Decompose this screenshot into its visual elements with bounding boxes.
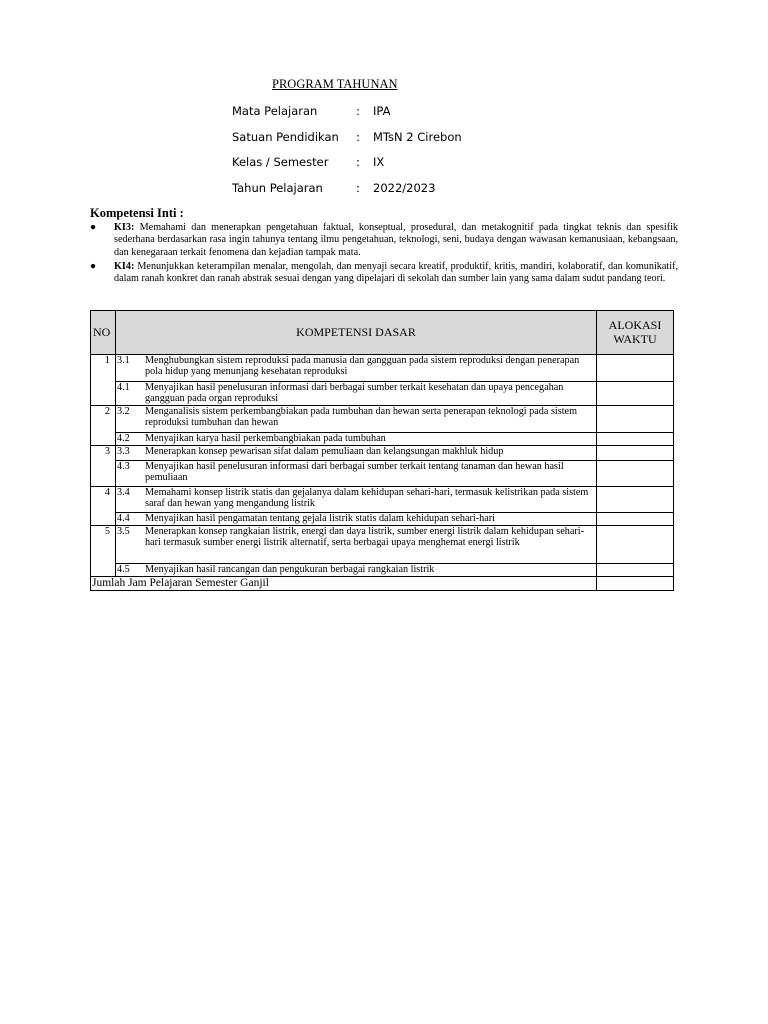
meta-label: Kelas / Semester — [232, 155, 329, 169]
meta-colon: : — [356, 130, 360, 144]
meta-label: Tahun Pelajaran — [232, 181, 323, 195]
alokasi-cell[interactable] — [597, 513, 674, 526]
table-footer-row — [91, 577, 674, 591]
kd-code: 3.5 — [117, 526, 130, 537]
header-alokasi-waktu: ALOKASI WAKTU — [597, 311, 674, 355]
alokasi-cell[interactable] — [597, 564, 674, 577]
ki3-item — [90, 222, 678, 259]
header-kompetensi-dasar: KOMPETENSI DASAR — [116, 311, 597, 355]
kd-cell — [116, 526, 597, 564]
meta-value: IPA — [373, 104, 391, 118]
table-row — [91, 433, 674, 446]
kd-text: Menyajikan hasil rancangan dan pengukuran berbagai rangkaian listrik — [145, 564, 435, 575]
row-number: 3 — [91, 446, 116, 487]
kd-code: 4.5 — [117, 564, 130, 575]
meta-colon: : — [356, 104, 360, 118]
row-number: 2 — [91, 406, 116, 446]
meta-value: MTsN 2 Cirebon — [373, 130, 462, 144]
kd-text: Menyajikan hasil pengamatan tentang gejala listrik statis dalam kehidupan sehari-hari — [145, 513, 495, 524]
footer-label: Jumlah Jam Pelajaran Semester Ganjil — [91, 577, 597, 591]
meta-label: Mata Pelajaran — [232, 104, 318, 118]
ki-code: KI4: — [114, 261, 135, 272]
table-row — [91, 355, 674, 382]
table-row — [91, 461, 674, 487]
kd-code: 4.4 — [117, 513, 130, 524]
row-number: 4 — [91, 487, 116, 526]
kd-cell — [116, 564, 597, 577]
kd-cell — [116, 513, 597, 526]
page-title: PROGRAM TAHUNAN — [272, 77, 398, 91]
ki-text: Menunjukkan keterampilan menalar, mengolah, dan menyaji secara kreatif, produktif, kritis, mandiri, kolaboratif, dan komunikatif, dalam ranah konkret dan ranah abstrak sesuai dengan yang dipelajari di sekolah dan sumber lain yang sama dalam sudut pandang teori. — [114, 261, 679, 285]
kd-code: 4.1 — [117, 382, 130, 393]
kd-text: Menyajikan hasil penelusuran informasi dari berbagai sumber terkait tentang tanaman dan hewan hasil pemuliaan — [145, 461, 564, 484]
kd-cell — [116, 461, 597, 487]
kd-cell — [116, 446, 597, 461]
row-number: 1 — [91, 355, 116, 406]
ki4-item — [90, 261, 678, 286]
alokasi-cell[interactable] — [597, 487, 674, 513]
kd-code: 3.3 — [117, 446, 130, 457]
alokasi-cell[interactable] — [597, 526, 674, 564]
kd-code: 3.1 — [117, 355, 130, 366]
kd-text: Memahami konsep listrik statis dan gejalanya dalam kehidupan sehari-hari, termasuk kelistrikan pada sistem saraf dan hewan yang mengandung listrik — [145, 487, 589, 510]
kd-code: 3.2 — [117, 406, 130, 417]
table-row — [91, 487, 674, 513]
kd-text: Menyajikan hasil penelusuran informasi dari berbagai sumber terkait kesehatan dan upaya pencegahan gangguan pada organ reproduksi — [145, 382, 564, 405]
kompetensi-inti-heading: Kompetensi Inti : — [90, 206, 184, 220]
table-row — [91, 446, 674, 461]
table-row — [91, 406, 674, 433]
meta-value: 2022/2023 — [373, 181, 436, 195]
alokasi-cell[interactable] — [597, 355, 674, 382]
kd-cell — [116, 382, 597, 406]
table-row — [91, 382, 674, 406]
kd-code: 4.2 — [117, 433, 130, 444]
table-row — [91, 564, 674, 577]
ki-text: Memahami dan menerapkan pengetahuan faktual, konseptual, prosedural, dan metakognitif pada tingkat teknis dan spesifik sederhana berdasarkan rasa ingin tahunya tentang ilmu pengetahuan, teknologi, seni, budaya dengan wawasan kemanusiaan, kebangsaan, dan kenegaraan terkait fenomena dan kejadian tampak mata. — [114, 222, 679, 258]
kd-table — [90, 310, 674, 591]
alokasi-cell[interactable] — [597, 406, 674, 433]
kd-cell — [116, 406, 597, 433]
kd-text: Menganalisis sistem perkembangbiakan pada tumbuhan dan hewan serta penerapan teknologi pada sistem reproduksi tumbuhan dan hewan — [145, 406, 577, 429]
alokasi-cell[interactable] — [597, 382, 674, 406]
header-no: NO — [91, 311, 116, 355]
table-header-row — [91, 311, 674, 355]
kd-text: Menyajikan karya hasil perkembangbiakan pada tumbuhan — [145, 433, 386, 444]
table-row — [91, 526, 674, 564]
bullet-icon: ● — [90, 261, 97, 272]
meta-colon: : — [356, 181, 360, 195]
meta-value: IX — [373, 155, 385, 169]
kd-code: 3.4 — [117, 487, 130, 498]
ki-code: KI3: — [114, 222, 135, 233]
kd-cell — [116, 433, 597, 446]
row-number: 5 — [91, 526, 116, 577]
kd-code: 4.3 — [117, 461, 130, 472]
alokasi-cell[interactable] — [597, 446, 674, 461]
bullet-icon: ● — [90, 222, 97, 233]
kd-cell — [116, 487, 597, 513]
kd-text: Menerapkan konsep pewarisan sifat dalam pemuliaan dan kelangsungan makhluk hidup — [145, 446, 504, 457]
meta-colon: : — [356, 155, 360, 169]
kd-text: Menghubungkan sistem reproduksi pada manusia dan gangguan pada sistem reproduksi dengan penerapan pola hidup yang menunjang kesehatan reproduksi — [145, 355, 580, 378]
total-alokasi-cell[interactable] — [597, 577, 674, 591]
alokasi-cell[interactable] — [597, 461, 674, 487]
alokasi-cell[interactable] — [597, 433, 674, 446]
kd-cell — [116, 355, 597, 382]
meta-label: Satuan Pendidikan — [232, 130, 339, 144]
kd-text: Menerapkan konsep rangkaian listrik, energi dan daya listrik, sumber energi listrik dalam kehidupan sehari-hari termasuk sumber energi listrik alternatif, serta berbagai upaya menghemat energi listrik — [145, 526, 584, 549]
table-row — [91, 513, 674, 526]
